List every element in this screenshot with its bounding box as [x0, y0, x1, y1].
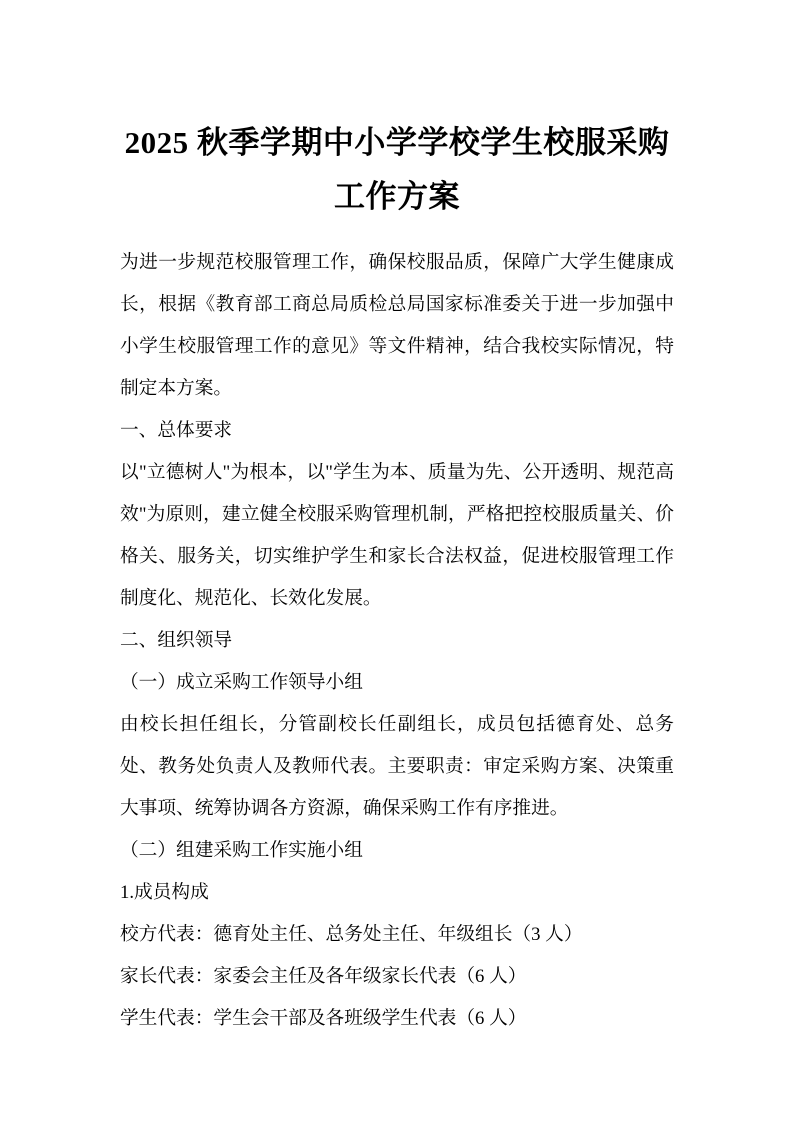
paragraph-student-representatives: 学生代表：学生会干部及各班级学生代表（6 人） — [120, 1008, 527, 1029]
heading-member-composition: 1.成员构成 — [120, 882, 209, 903]
paragraph-intro: 为进一步规范校服管理工作，确保校服品质，保障广大学生健康成长，根据《教育部工商总局质检总局国家标准委关于进一步加强中小学生校服管理工作的意见》等文件精神，结合我校实际情况，特制定本方案。 — [120, 252, 674, 399]
heading-overall-requirements: 一、总体要求 — [120, 420, 233, 441]
document-content — [120, 116, 674, 1040]
paragraph-overall-requirements: 以"立德树人"为根本，以"学生为本、质量为先、公开透明、规范高效"为原则，建立健全校服采购管理机制，严格把控校服质量关、价格关、服务关，切实维护学生和家长合法权益，促进校服管理工作制度化、规范化、长效化发展。 — [120, 462, 674, 609]
heading-implementation-group: （二）组建采购工作实施小组 — [120, 840, 363, 861]
heading-organization-leadership: 二、组织领导 — [120, 630, 233, 651]
heading-leading-group: （一）成立采购工作领导小组 — [120, 672, 363, 693]
document-title: 2025 秋季学期中小学学校学生校服采购工作方案 — [124, 125, 670, 214]
paragraph-parent-representatives: 家长代表：家委会主任及各年级家长代表（6 人） — [120, 966, 527, 987]
paragraph-school-representatives: 校方代表：德育处主任、总务处主任、年级组长（3 人） — [120, 924, 583, 945]
paragraph-leading-group: 由校长担任组长，分管副校长任副组长，成员包括德育处、总务处、教务处负责人及教师代表。主要职责：审定采购方案、决策重大事项、统筹协调各方资源，确保采购工作有序推进。 — [120, 714, 674, 819]
